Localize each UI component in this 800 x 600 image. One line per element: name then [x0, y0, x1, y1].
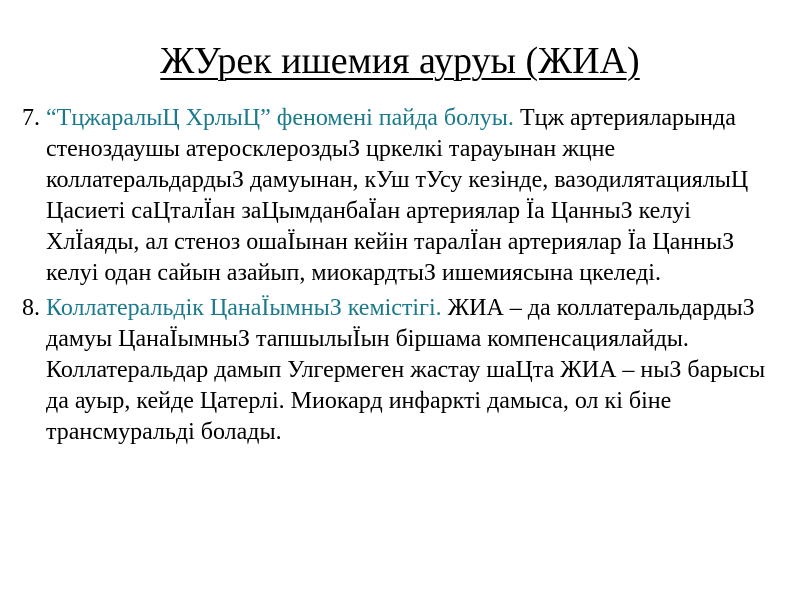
slide-body — [22, 103, 782, 452]
paragraph-8 — [22, 293, 782, 448]
paragraph-text: ЖИА – да коллатеральдардыЗ дамуы ЦанаЇымныЗ тапшылыЇын бiршама компенсациялайды. Коллатеральдар дамып Улгермеген жастау шаЦта ЖИА – ныЗ барысы да ауыр, кейде Цатерлi. Миокард инфарктi дамыса, ол кi бiне трансмуральдi болады. — [46, 295, 766, 445]
paragraph-number: 7. — [22, 105, 40, 131]
slide-title: ЖУрек ишемия ауруы (ЖИА) — [160, 40, 640, 82]
paragraph-highlight: “ТцжаралыЦ ХрлыЦ” феноменi пайда болуы. — [46, 105, 514, 131]
paragraph-highlight: Коллатеральдiк ЦанаЇымныЗ кемiстiгi. — [46, 295, 442, 321]
paragraph-text: Тцж артерияларында стеноздаушы атеросклероздыЗ цркелкi тарауынан жцне коллатеральдардыЗ дамуынан, кУш тУсу кезiнде, вазодилятациялыЦ Цасиетi саЦталЇан заЦымданбаЇан артериялар Їа ЦанныЗ келуi ХлЇаяды, ал стеноз ошаЇынан кейiн таралЇан артериялар Їа ЦанныЗ келуi одан сайын азайып, миокардтыЗ ишемиясына цкеледi. — [46, 105, 749, 286]
paragraph-number: 8. — [22, 295, 40, 321]
paragraph-7 — [22, 103, 782, 289]
